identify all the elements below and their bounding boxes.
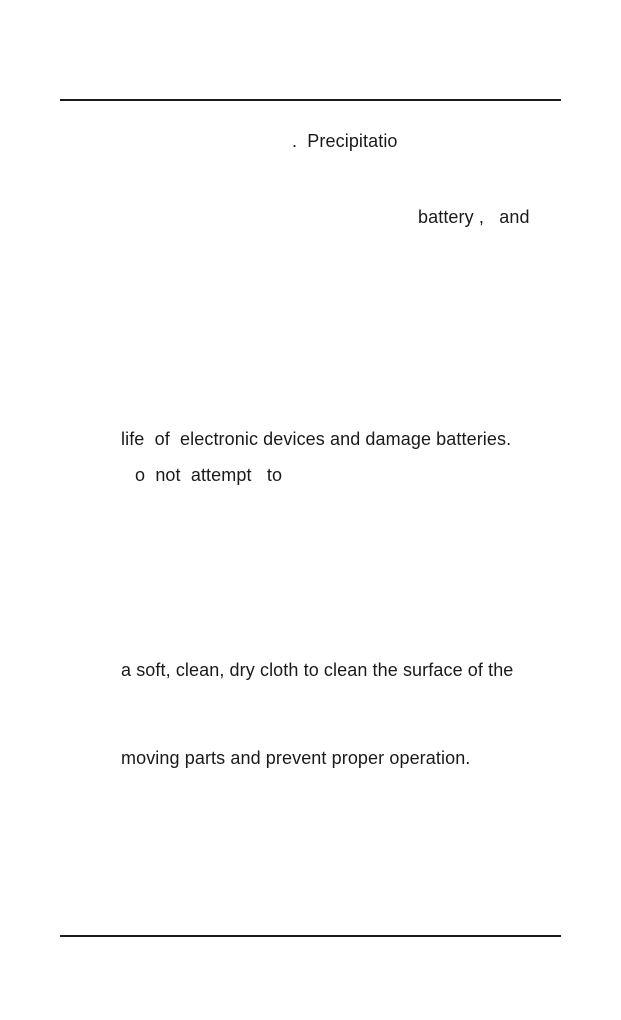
text-line-soft-cloth: a soft, clean, dry cloth to clean the surface of the xyxy=(121,660,514,680)
text-line-do-not-attempt: o not attempt to xyxy=(135,465,283,485)
header-rule xyxy=(60,99,561,101)
text-line-electronic-devices: life of electronic devices and damage batteries. xyxy=(121,429,512,449)
footer-rule xyxy=(60,935,561,937)
text-line-battery: battery , and xyxy=(418,207,530,227)
text-line-moving-parts: moving parts and prevent proper operation. xyxy=(121,748,471,768)
text-line-precipitation: . Precipitatio xyxy=(292,131,398,151)
